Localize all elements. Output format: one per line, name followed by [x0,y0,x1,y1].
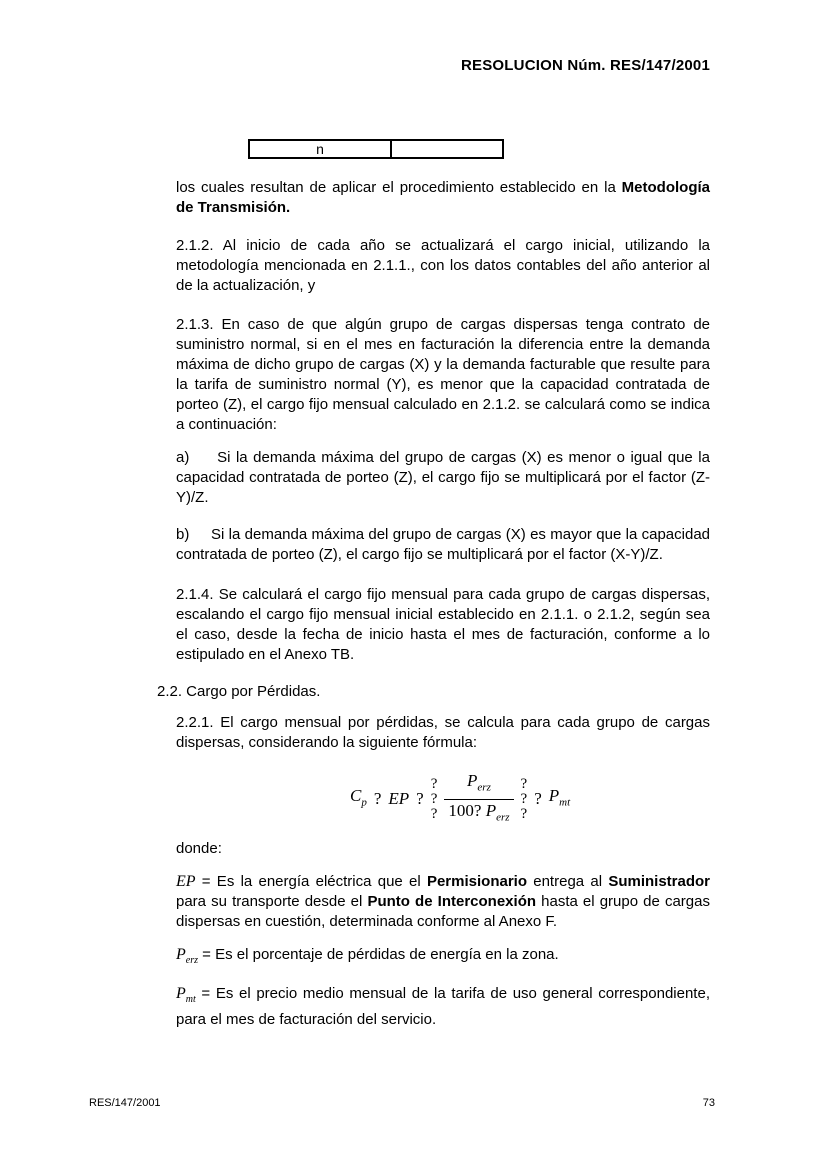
where-label: donde: [176,840,222,857]
formula-right-bracket: ? ? ? [520,775,528,822]
loss-charge-formula [350,771,710,827]
list-item-b: b) Si la demanda máxima del grupo de cargas (X) es mayor que la capacidad contratada de porteo (Z), el cargo fijo se multiplicará por el factor (X-Y)/Z. [176,526,710,563]
intro-text: los cuales resultan de aplicar el procedimiento establecido en la [176,179,622,196]
definition-ep: EP = Es la energía eléctrica que el Permisionario entrega al Suministrador para su transporte desde el Punto de Interconexión hasta el grupo de cargas dispersas en cuestión, determinada conforme al Anexo F. [176,873,710,930]
formula-times-glyph-1: ? [416,789,424,808]
formula-rhs: $P_{mt}$ [548,785,571,809]
formula-times-glyph-2: ? [534,789,542,808]
footer-document-number: RES/147/2001 [89,1097,161,1109]
paragraph-2-1-4: 2.1.4. Se calculará el cargo fijo mensual para cada grupo de cargas dispersas, escalando el cargo fijo mensual inicial establecido en 2.1.1. o 2.1.2, según sea el caso, desde la fecha de inicio hasta el mes de facturación, conforme a lo estipulado en el Anexo TB. [176,586,710,663]
term-permisionario: Permisionario [426,873,527,890]
definition-pmt: $P_{mt} = Es$ el precio medio mensual de la tarifa de uso general correspondiente, para el mes de facturación del servicio. [176,985,710,1029]
definition-perz: $P_{erz} = Es$ el porcentaje de pérdidas de energía en la zona. [176,946,559,967]
perz-symbol: $P_{erz}$ [176,946,199,967]
paragraph-2-2-1: 2.2.1. El cargo mensual por pérdidas, se calcula para cada grupo de cargas dispersas, considerando la siguiente fórmula: [176,714,710,751]
intro-bold-term: Metodología de Transmisión. [176,179,710,216]
paragraph-intro [176,178,710,218]
formula-denominator: 100? $P_{erz}$ [444,799,513,827]
variable-table [248,139,504,159]
formula-fraction [444,771,513,827]
formula-equals-glyph: ? [373,789,382,808]
paragraph-2-1-3: 2.1.3. En caso de que algún grupo de cargas dispersas tenga contrato de suministro normal, si en el mes en facturación la diferencia entre la demanda máxima de dicho grupo de cargas (X) y la demanda facturable que resulte para la tarifa de suministro normal (Y), es menor que la capacidad contratada de porteo (Z), el cargo fijo mensual calculado en 2.1.2. se calculará como se indica a continuación: [176,316,710,433]
formula-lhs: $C_p$ [350,785,367,809]
paragraph-2-1-2: 2.1.2. Al inicio de cada año se actualizará el cargo inicial, utilizando la metodología mencionada en 2.1.1., con los datos contables del año anterior al de la actualización, y [176,237,710,294]
table-cell-empty [392,141,502,157]
table-cell-n: n [250,141,392,157]
formula-ep-var: EP [388,789,410,808]
document-title: RESOLUCION Núm. RES/147/2001 [460,57,710,74]
section-heading-2-2: 2.2. Cargo por Pérdidas. [157,683,321,700]
formula-left-bracket: ? ? ? [430,775,438,822]
formula-numerator: $P_{erz}$ [467,771,491,794]
pmt-symbol: $P_{mt}$ [176,985,196,1006]
term-punto-interconexion: Punto de Interconexión [367,893,537,910]
footer-page-number: 73 [702,1097,715,1109]
document-body [157,178,710,1030]
ep-symbol: EP [176,873,196,890]
term-suministrador: Suministrador [608,873,710,890]
list-item-a: a) Si la demanda máxima del grupo de cargas (X) es menor o igual que la capacidad contratada de porteo (Z), el cargo fijo se multiplicará por el factor (Z-Y)/Z. [176,449,710,506]
